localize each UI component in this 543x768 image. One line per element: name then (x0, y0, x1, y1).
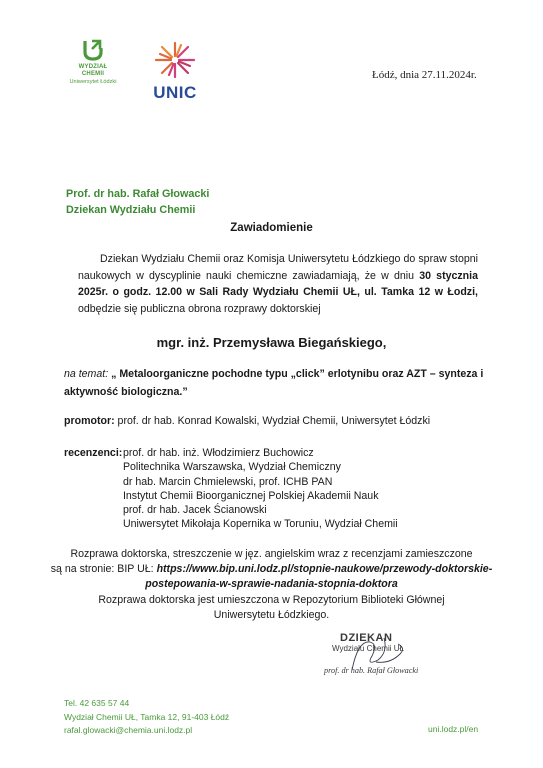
footer-contact (64, 697, 229, 738)
announcement-paragraph (78, 251, 478, 317)
stamp-subtitle: Wydziału Chemii UŁ (332, 644, 404, 653)
topic-title: „ Metaloorganiczne pochodne typu „click” erlotynibu oraz AZT – synteza i aktywność biologiczna.” (64, 368, 484, 398)
topic-label: na temat: (64, 368, 109, 380)
final-line4: Uniwersytetu Łódzkiego. (213, 608, 330, 621)
reviewers-block (64, 446, 398, 532)
thesis-topic (64, 366, 484, 401)
reviewer-line: dr hab. Marcin Chmielewski, prof. ICHB PAN (122, 475, 333, 488)
footer-address: Wydział Chemii UŁ, Tamka 12, 91-403 Łódź (64, 711, 230, 722)
bip-link[interactable]: https://www.bip.uni.lodz.pl/stopnie-naukowe/przewody-doktorskie-postepowania-w-sprawie-nadania-stopnia-doktora (145, 563, 493, 591)
reviewer-line: Uniwersytet Mikołaja Kopernika w Toruniu, Wydział Chemii (122, 518, 398, 531)
stamp-signer: prof. dr hab. Rafał Głowacki (324, 666, 419, 675)
paragraph-date-place: 30 stycznia 2025r. o godz. 12.00 w Sali Rady Wydziału Chemii UŁ, ul. Tamka 12 w Łodzi, (78, 269, 478, 298)
paragraph-part2: odbędzie się publiczna obrona rozprawy doktorskiej (78, 302, 321, 315)
sender-title: Dziekan Wydziału Chemii (66, 204, 196, 216)
unic-star-icon (153, 40, 197, 80)
reviewers-label: recenzenci: (64, 447, 123, 459)
promotor-name: prof. dr hab. Konrad Kowalski, Wydział Chemii, Uniwersytet Łódzki (114, 415, 431, 427)
document-heading: Zawiadomienie (230, 222, 313, 234)
reviewer-line: prof. dr hab. inż. Włodzimierz Buchowicz (122, 447, 314, 459)
faculty-logo-line3: Uniwersytet Łódzki (69, 79, 117, 85)
dean-stamp (318, 630, 428, 688)
faculty-logo-line2: CHEMII (81, 71, 105, 77)
footer-phone: Tel. 42 635 57 44 (64, 698, 130, 708)
paragraph-part1: Dziekan Wydziału Chemii oraz Komisja Uniwersytetu Łódzkiego do spraw stopni naukowych w dyscyplinie nauki chemiczne zawiadamiają, że w dniu (78, 253, 478, 282)
reviewer-line: Politechnika Warszawska, Wydział Chemiczny (122, 461, 341, 474)
promotor-line (64, 415, 430, 427)
faculty-logo-line1: WYDZIAŁ (78, 64, 108, 70)
faculty-logo-icon (80, 38, 106, 62)
sender-name: Prof. dr hab. Rafał Głowacki (66, 188, 210, 200)
reviewer-line: Instytut Chemii Bioorganicznej Polskiej Akademii Nauk (122, 489, 379, 502)
footer-email[interactable]: rafal.glowacki@chemia.uni.lodz.pl (64, 725, 193, 735)
sender-block (66, 186, 209, 218)
unic-logo (150, 40, 200, 103)
final-line1: Rozprawa doktorska, streszczenie w jęz. angielskim wraz z recenzjami zamieszczone (70, 548, 473, 560)
final-line2-prefix: są na stronie: BIP UŁ: (50, 563, 157, 576)
final-note (50, 547, 493, 623)
reviewer-line: prof. dr hab. Jacek Ścianowski (122, 504, 267, 517)
signature-icon (318, 630, 428, 688)
promotor-label: promotor: (64, 415, 115, 427)
document-date: Łódź, dnia 27.11.2024r. (372, 69, 477, 81)
faculty-logo (58, 38, 128, 86)
footer-website[interactable]: uni.lodz.pl/en (428, 724, 479, 734)
candidate-name: mgr. inż. Przemysława Biegańskiego, (156, 335, 387, 350)
unic-wordmark: UNIC (153, 83, 197, 102)
stamp-title: DZIEKAN (340, 632, 393, 644)
final-line3: Rozprawa doktorska jest umieszczona w Repozytorium Biblioteki Głównej (98, 593, 445, 606)
